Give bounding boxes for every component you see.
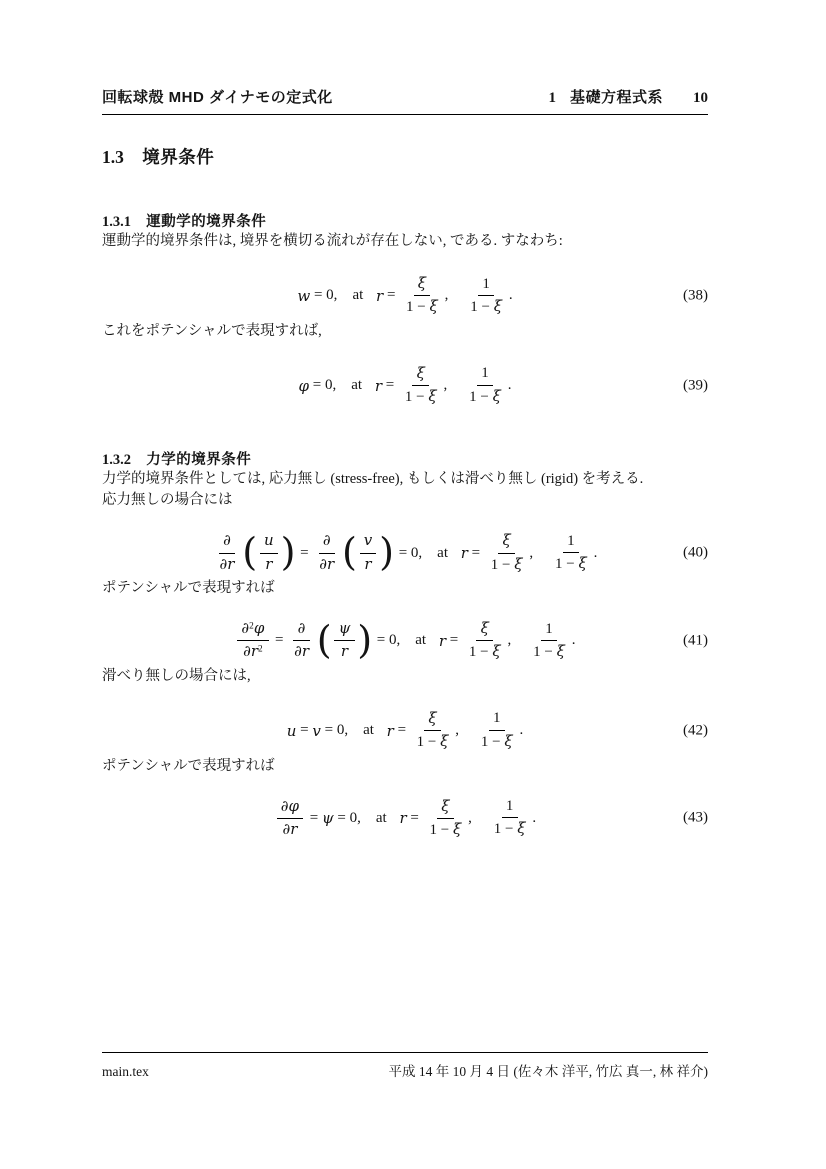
paren-group: ( $\frac{\psi}{r}$ ) — [316, 617, 373, 663]
math-text: = 0, — [309, 377, 337, 393]
equation-39-body — [299, 364, 512, 408]
math-text: 1 − — [468, 644, 493, 661]
math-text: ξ — [514, 554, 523, 573]
math-text: ξ — [517, 819, 526, 838]
subsection-title: 力学的境界条件 — [146, 451, 252, 468]
equation-39-number: (39) — [683, 377, 708, 393]
math-text: v — [312, 721, 321, 740]
math-text: ∂r — [282, 819, 298, 838]
superscript: 2 — [249, 621, 254, 632]
math-text: . — [571, 632, 576, 649]
subsection-heading-1-3-1 — [102, 210, 708, 231]
math-text: = — [296, 722, 313, 738]
paragraph-potential-40: ポテンシャルで表現すれば — [102, 580, 275, 596]
math-text: 1 — [545, 620, 553, 637]
math-text: u — [264, 531, 274, 550]
math-text: ∂r — [219, 554, 235, 573]
math-text: at — [415, 632, 427, 649]
math-text: ξ — [429, 297, 438, 316]
math-text: ξ — [492, 386, 501, 405]
equation-41-number: (41) — [683, 632, 708, 649]
math-text: 1 − — [490, 556, 515, 573]
math-text: ξ — [417, 274, 427, 292]
equation-43-body — [274, 797, 536, 841]
math-text: ψ — [338, 619, 351, 637]
fraction — [490, 797, 530, 840]
equation-43 — [102, 793, 708, 843]
math-text: at — [375, 809, 387, 826]
fraction — [315, 531, 338, 575]
math-text: = 0, — [320, 722, 349, 738]
math-text: u — [286, 721, 297, 740]
math-text: 1 − — [470, 298, 494, 315]
equation-43-number: (43) — [683, 809, 708, 826]
math-text: at — [351, 377, 363, 393]
math-text: . — [507, 377, 512, 393]
section-title: 境界条件 — [142, 147, 215, 167]
equation-38-body — [297, 274, 512, 318]
math-text: ∂ — [297, 619, 306, 637]
math-text: φ — [298, 376, 310, 395]
equation-41 — [102, 616, 708, 666]
math-text: r — [399, 809, 407, 828]
math-text: ξ — [502, 531, 511, 550]
equation-42 — [102, 706, 708, 756]
equation-38-number: (38) — [683, 287, 708, 304]
math-text: 1 — [567, 532, 575, 549]
math-text: 1 — [493, 710, 501, 727]
math-text: ∂ — [322, 531, 331, 550]
math-text: ξ — [492, 642, 501, 661]
page-number: 10 — [693, 90, 708, 106]
paragraph-potential-38: これをポテンシャルで表現すれば, — [102, 322, 322, 339]
math-text: r — [460, 544, 468, 562]
math-text: = — [305, 809, 322, 826]
math-text: 1 − — [404, 389, 429, 405]
subsection-title: 運動学的境界条件 — [146, 214, 267, 230]
math-text: = 0, — [373, 632, 401, 649]
equation-40-number: (40) — [683, 544, 708, 561]
math-text: 1 − — [429, 821, 453, 838]
fraction — [487, 531, 527, 575]
section-heading-1-3 — [102, 144, 708, 169]
page-footer — [102, 1052, 708, 1080]
math-text: r — [438, 631, 447, 650]
math-text: ∂r — [243, 642, 259, 661]
fraction — [277, 797, 304, 841]
math-text: ξ — [441, 796, 450, 815]
math-text: = — [383, 287, 400, 304]
page-content — [102, 86, 708, 843]
equation-40 — [102, 528, 708, 578]
fraction — [402, 274, 442, 318]
math-text: 1 — [481, 365, 489, 382]
math-text: r — [265, 554, 273, 573]
math-text: ξ — [416, 363, 425, 382]
fraction — [412, 709, 452, 753]
math-text: 1 − — [406, 299, 430, 316]
math-text: r — [386, 721, 394, 740]
math-text: 1 − — [493, 821, 518, 838]
fraction — [465, 619, 505, 663]
math-text: = — [382, 377, 398, 393]
math-text: ∂r — [319, 554, 335, 573]
running-header — [102, 86, 708, 115]
math-text: ∂r — [294, 642, 309, 661]
math-text: r — [364, 554, 372, 573]
math-text: 1 − — [555, 556, 579, 572]
fraction — [260, 531, 278, 575]
math-text: ξ — [428, 708, 437, 727]
paren-group: ( $\frac{v}{r}$ ) — [341, 529, 395, 575]
fraction — [465, 364, 505, 407]
math-text: ξ — [428, 387, 437, 405]
equation-38 — [102, 271, 708, 321]
fraction — [529, 620, 569, 663]
math-text: 1 — [482, 275, 490, 292]
fraction — [551, 532, 591, 575]
math-text: . — [532, 809, 537, 826]
math-text: = — [393, 722, 410, 738]
equation-40-body — [213, 531, 598, 575]
footer-date-authors: 平成 14 年 10 月 4 日 (佐々木 洋平, 竹広 真一, 林 祥介) — [388, 1064, 708, 1079]
math-text: ξ — [452, 819, 462, 838]
math-text: 1 — [505, 798, 514, 814]
math-text: 1 − — [469, 388, 493, 405]
subsection-heading-1-3-2 — [102, 448, 708, 469]
math-text: , — [468, 809, 472, 826]
math-text: , — [507, 632, 512, 649]
fraction — [360, 531, 377, 575]
math-text: = 0, — [394, 544, 423, 561]
paren-group: ( $\frac{u}{r}$ ) — [242, 529, 296, 575]
math-text: . — [519, 722, 524, 738]
math-text: r — [340, 642, 349, 661]
paragraph-potential-42: ポテンシャルで表現すれば — [102, 757, 275, 774]
fraction — [215, 531, 238, 575]
fraction — [290, 619, 313, 663]
running-header-right — [548, 86, 708, 107]
math-text: ξ — [578, 554, 587, 572]
subsection-number: 1.3.1 — [102, 214, 131, 230]
math-text: at — [363, 722, 374, 738]
header-section-title: 基礎方程式系 — [569, 89, 663, 106]
math-text: ξ — [556, 641, 565, 660]
section-number: 1.3 — [102, 147, 124, 167]
math-text: = — [446, 632, 462, 649]
math-text: = — [467, 544, 484, 561]
fraction — [237, 619, 268, 663]
math-text: ψ — [321, 809, 334, 828]
equation-42-number: (42) — [683, 722, 708, 738]
math-text: = — [271, 632, 288, 649]
equation-42-body — [287, 709, 524, 753]
math-text: 1 − — [416, 734, 441, 750]
math-text: . — [508, 287, 513, 304]
equation-41-body — [235, 619, 576, 663]
math-text: , — [529, 544, 534, 561]
math-text: 1 − — [480, 733, 505, 750]
math-text: ∂ — [223, 531, 231, 550]
math-text: w — [297, 286, 311, 305]
fraction — [334, 619, 354, 663]
math-text: at — [352, 287, 364, 304]
math-text: at — [437, 544, 448, 561]
fraction — [401, 364, 441, 408]
math-text: ξ — [504, 731, 513, 750]
running-title: 回転球殻 MHD ダイナモの定式化 — [102, 89, 333, 106]
math-text: , — [443, 377, 448, 393]
fraction — [477, 709, 517, 752]
superscript: 2 — [258, 644, 263, 655]
math-text: = 0, — [310, 287, 338, 304]
math-text: v — [363, 531, 373, 550]
math-text: , — [444, 287, 449, 304]
math-text: ∂φ — [280, 796, 300, 815]
math-text: , — [455, 722, 460, 738]
math-text: ξ — [493, 296, 502, 315]
math-text: φ — [253, 619, 265, 637]
math-text: ξ — [440, 732, 449, 750]
subsection-number: 1.3.2 — [102, 451, 131, 468]
fraction — [466, 275, 506, 318]
math-text: = — [296, 544, 313, 561]
fraction — [425, 797, 465, 841]
math-text: = — [406, 809, 423, 826]
math-text: r — [374, 376, 383, 395]
footer-filename: main.tex — [102, 1064, 149, 1079]
paragraph-rigid-case: 滑べり無しの場合には, — [102, 667, 251, 684]
paragraph-dynamic-intro: 力学的境界条件としては, 応力無し (stress-free), もしくは滑べり無し (rigid) を考える. — [102, 470, 644, 487]
paragraph-stressfree-case: 応力無しの場合には — [102, 492, 233, 509]
paragraph-kinematic-intro: 運動学的境界条件は, 境界を横切る流れが存在しない, である. すなわち: — [102, 233, 563, 249]
math-text: ∂ — [241, 619, 250, 637]
math-text: r — [376, 286, 384, 305]
math-text: ξ — [480, 619, 489, 637]
math-text: 1 − — [533, 643, 557, 660]
header-section-number: 1 — [548, 90, 556, 106]
math-text: = 0, — [333, 809, 361, 826]
math-text: . — [593, 544, 598, 561]
equation-39 — [102, 361, 708, 411]
